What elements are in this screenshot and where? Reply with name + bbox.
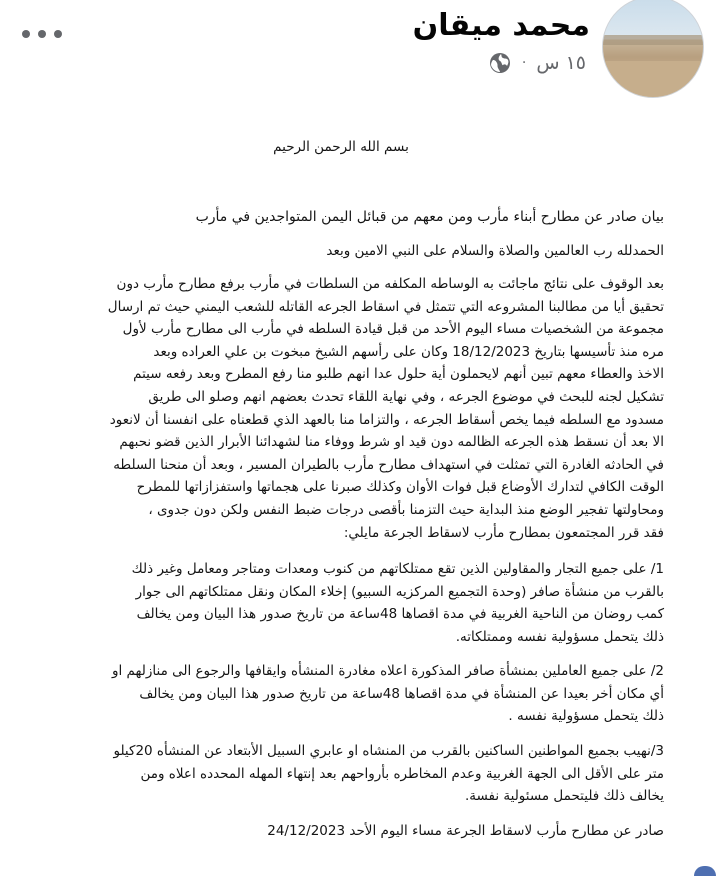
body-line: في الحادثه الغادرة التي تمثلت في استهداف مطارح مأرب بالطيران المسير ، وبعد أن منحنا السلطه [113, 456, 664, 473]
avatar[interactable] [602, 0, 704, 98]
item-line: كمب روضان من الناحية الغربية في مدة اقصاها 48ساعة من تاريخ صدور هذا البيان ومن يخالف [136, 606, 664, 623]
body-line: الا بعد أن نسقط هذه الجرعه الظالمه دون قيد او شرط ووفاء منا لشهدائنا الأبرار الذين قضو نحبهم [119, 434, 664, 451]
doc-body [34, 273, 664, 544]
body-line: ومحاولتها تفجير الوضع منذ البداية حيث التزمنا بأقصى درجات ضبط النفس ولكن دون جدوى ، [148, 501, 664, 518]
item-line: بالقرب من منشأة صافر (وحدة التجميع المركزيه السبيو) إخلاء المكان ونقل ممتلكاتهم الى جوار [135, 583, 664, 600]
item-line: 3/نهيب بجميع المواطنين الساكنين بالقرب من المنشاه او عابري السبيل الأبتعاد عن المنشأه 20كيلو [113, 743, 664, 759]
doc-closing: صادر عن مطارح مأرب لاسقاط الجرعة مساء اليوم الأحد 24/12/2023 [267, 823, 664, 839]
doc-greeting: الحمدلله رب العالمين والصلاة والسلام على النبي الامين وبعد [326, 243, 664, 259]
doc-item-2 [34, 660, 664, 728]
body-line: مجموعة من الشخصيات مساء اليوم الأحد من قبل قيادة السلطه في مأرب الى مطارح مأرب لأول [122, 321, 664, 338]
more-horizontal-icon[interactable] [22, 22, 62, 46]
item-line: متر على الأقل الى الجهة الغربية وعدم المخاطره بأرواحهم بعد إنتهاء المهله المحدده اعلاه ومن [140, 765, 664, 782]
item-line: يخالف ذلك فليتحمل مسئولية نفسة. [464, 788, 664, 805]
body-line: الاخذ والعطاء معهم تبين أنهم لايحملون أية حلول عدا انهم طلبو منا رفع المطرح وبعد رفعه سيتم [133, 366, 664, 383]
body-line: مره منذ تأسيسها بتاريخ 18/12/2023 وكان على رأسهم الشيخ مبخوت بن علي العراده وبعد [153, 343, 664, 360]
doc-item-1 [34, 558, 664, 648]
body-line: تحقيق أيا من مطالبنا المشروعه التي تتمثل في اسقاط الجرعه القاتله للشعب اليمني حيث تم ارسال [107, 298, 664, 315]
item-line: 1/ على جميع التجار والمقاولين الذين تقع ممتلكاتهم من كنوب ومعدات ومتاجر ومعامل وغير ذلك [131, 561, 664, 577]
globe-icon[interactable] [488, 51, 512, 75]
meta-separator: · [521, 55, 527, 71]
corner-badge [694, 866, 716, 876]
post-timestamp[interactable]: ١٥ س [536, 52, 586, 74]
body-line: بعد الوقوف على نتائج ماجائت به الوساطه المكلفه من السلطات في مأرب برفع مطارح مأرب دون [116, 276, 664, 292]
item-line: أي مكان أخر بعيدا عن المنشأة في مدة اقصاها 48ساعة من تاريخ صدور هذا البيان ومن يخالف [139, 685, 664, 702]
doc-item-3 [34, 740, 664, 808]
author-name[interactable]: محمد ميقان [412, 8, 590, 43]
item-line: 2/ على جميع العاملين بمنشأة صافر المذكورة اعلاه مغادرة المنشأه وايقافها والرجوع الى منازلهم او [111, 663, 664, 679]
body-line: الوقت الكافي لتدارك الأوضاع قبل فوات الأوان وكذلك صبرنا على هجماتها واستفزازاتها للمطرح [136, 479, 664, 496]
body-line: مسدود مع السلطه فيما يخص أسقاط الجرعه ، والتزاما منا بالعهد الذي قطعناه على انفسنا أن لانعود [109, 411, 664, 428]
post-meta [488, 48, 586, 78]
body-line: تشكيل لجنه للبحث في موضوع الجرعه ، وفي نهاية اللقاء تحدث بعضهم انهم وصلو الى طريق [148, 388, 664, 405]
post-header [0, 0, 720, 110]
doc-title: بيان صادر عن مطارح أبناء مأرب ومن معهم من قبائل اليمن المتواجدين في مأرب [195, 209, 664, 225]
item-line: ذلك يتحمل مسؤولية نفسه . [508, 708, 664, 725]
body-line: فقد قرر المجتمعون بمطارح مأرب لاسقاط الجرعة مايلي: [343, 524, 664, 541]
doc-basmala: بسم الله الرحمن الرحيم [273, 139, 409, 155]
item-line: ذلك يتحمل مسؤولية نفسه وممتلكاته. [455, 628, 664, 645]
